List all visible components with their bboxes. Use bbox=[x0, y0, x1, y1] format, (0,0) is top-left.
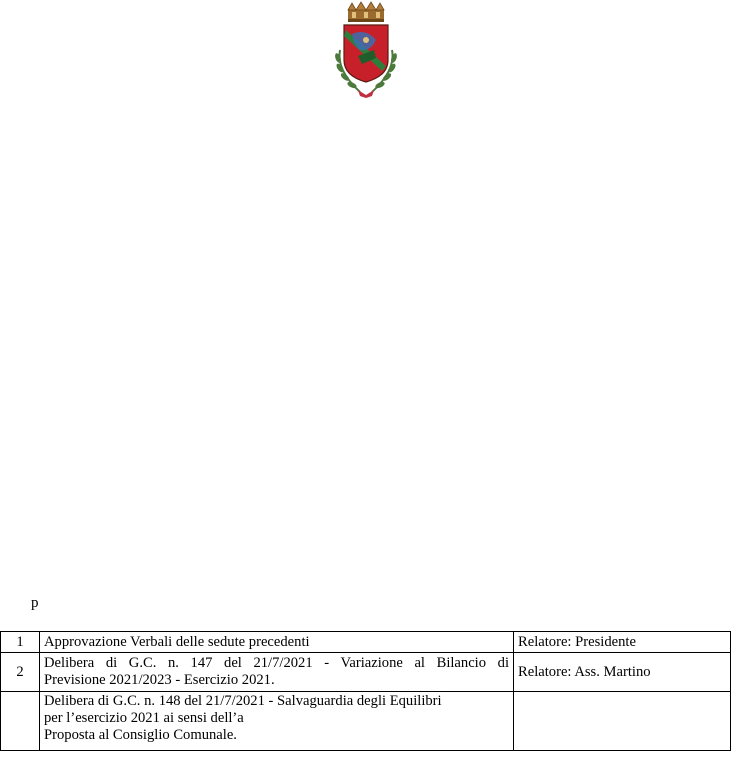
table-row bbox=[1, 653, 731, 692]
description-line: Previsione 2021/2023 - Esercizio 2021. bbox=[44, 672, 275, 688]
item-speaker: Relatore: Presidente bbox=[514, 632, 731, 653]
stray-text: p bbox=[31, 595, 39, 611]
table-row bbox=[1, 632, 731, 653]
item-number: 2 bbox=[1, 653, 40, 692]
item-number: 1 bbox=[1, 632, 40, 653]
agenda-table bbox=[0, 631, 731, 751]
item-description bbox=[40, 632, 514, 653]
description-line: Proposta al Consiglio Comunale. bbox=[44, 727, 237, 743]
description-line: Approvazione Verbali delle sedute precedenti bbox=[44, 633, 310, 650]
description-line: Delibera di G.C. n. 148 del 21/7/2021 - Salvaguardia degli Equilibri bbox=[44, 693, 442, 709]
description-line: Delibera di G.C. n. 147 del 21/7/2021 - Variazione al Bilancio di bbox=[44, 655, 509, 671]
shield-icon bbox=[344, 25, 388, 82]
item-speaker bbox=[514, 692, 731, 751]
description-line: per l’esercizio 2021 ai sensi dell’a bbox=[44, 710, 244, 726]
item-description bbox=[40, 653, 514, 692]
item-description bbox=[40, 692, 514, 751]
crown-icon bbox=[348, 2, 384, 22]
coat-of-arms-icon bbox=[330, 0, 402, 100]
item-number bbox=[1, 692, 40, 751]
item-speaker: Relatore: Ass. Martino bbox=[514, 653, 731, 692]
table-row bbox=[1, 692, 731, 751]
